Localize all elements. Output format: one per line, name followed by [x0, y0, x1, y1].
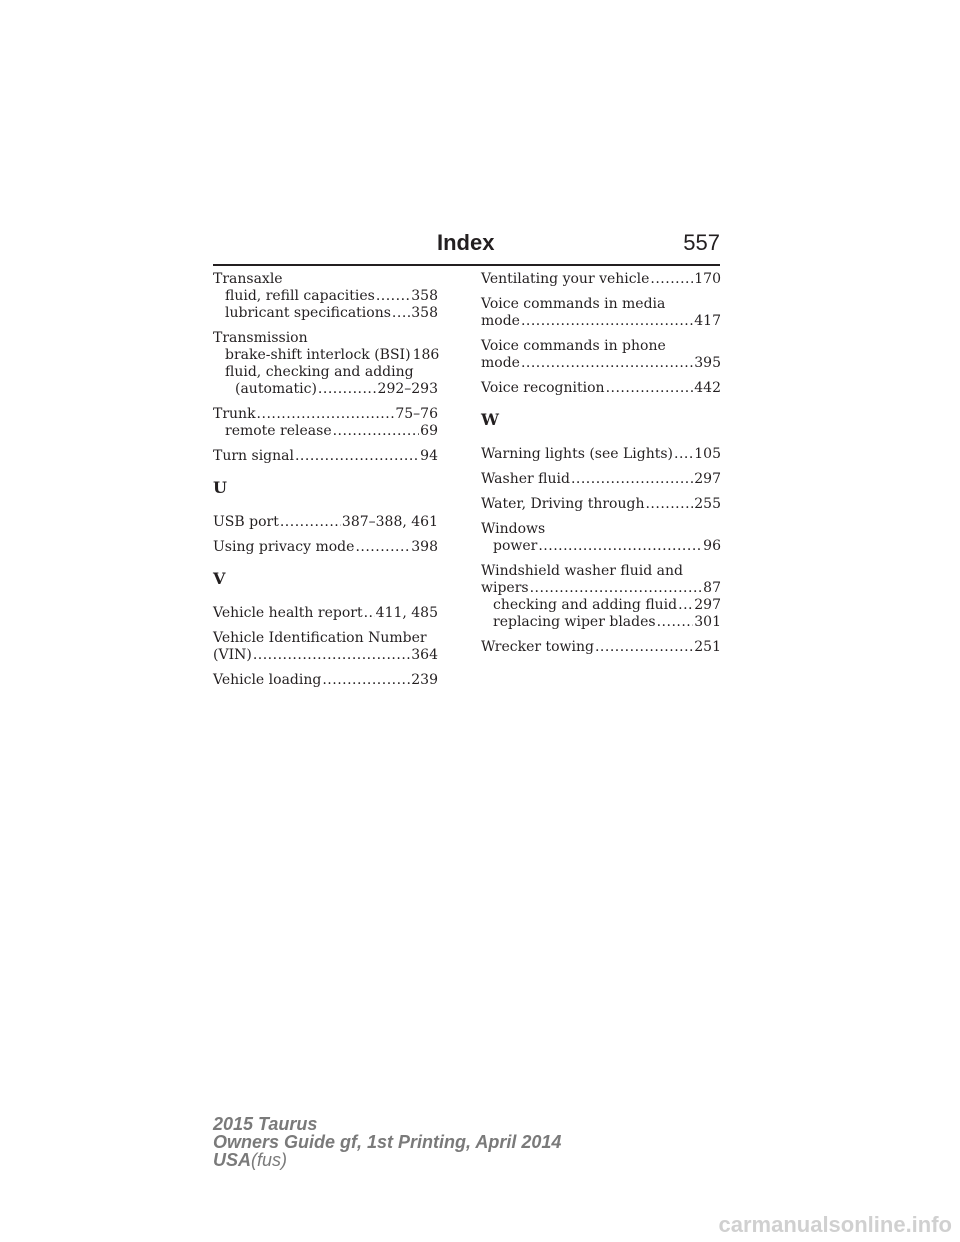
dot-leader [657, 614, 694, 631]
index-entry-trunk [213, 406, 438, 440]
entry-term: Voice commands in media [481, 296, 666, 312]
entry-term: Windshield washer fluid and [481, 563, 683, 579]
page-ref: 395 [694, 355, 721, 371]
entry-term-continued: mode [481, 313, 520, 329]
page-ref: 96 [703, 538, 721, 554]
dot-leader [253, 647, 410, 664]
index-entry-privacy-mode [213, 539, 438, 556]
index-entry-water-driving [481, 496, 721, 513]
index-entry-warning-lights [481, 446, 721, 463]
dot-leader [595, 639, 693, 656]
entry-term: Using privacy mode [213, 539, 355, 555]
page-ref: 75–76 [395, 406, 438, 422]
index-entry-washer-fluid [481, 471, 721, 488]
entry-term-continued: (VIN) [213, 647, 252, 663]
page-ref: 239 [411, 672, 438, 688]
page-ref: 387–388, 461 [341, 514, 438, 530]
index-entry-voice-phone [481, 338, 721, 372]
page-ref: 301 [694, 614, 721, 630]
footer-market-code: (fus) [251, 1150, 288, 1170]
page-ref: 186 [412, 347, 440, 363]
entry-term: Transaxle [213, 271, 283, 287]
page-ref: 69 [420, 423, 438, 439]
index-entry-turn-signal [213, 448, 438, 465]
page-ref: 442 [694, 380, 721, 396]
entry-term: Wrecker towing [481, 639, 594, 655]
dot-leader [318, 381, 377, 398]
page-ref: 417 [694, 313, 721, 329]
dot-leader [538, 538, 702, 555]
index-entry-vehicle-loading [213, 672, 438, 689]
page-ref: 411, 485 [375, 605, 438, 621]
dot-leader [530, 580, 703, 597]
footer-market-label: USA [213, 1150, 252, 1170]
entry-term: Trunk [213, 406, 256, 422]
dot-leader [257, 406, 395, 423]
entry-term: Voice commands in phone [481, 338, 666, 354]
index-column-right [481, 271, 721, 664]
subentry-text: replacing wiper blades [493, 614, 656, 630]
dot-leader [364, 605, 375, 622]
page-ref: 297 [694, 597, 721, 613]
subentry-text: lubricant specifications [225, 305, 391, 321]
page-header [213, 228, 720, 264]
page-ref: 255 [694, 496, 721, 512]
section-letter-u: U [213, 478, 227, 497]
subentry-text: brake-shift interlock (BSI) [225, 347, 411, 363]
dot-leader [392, 305, 410, 322]
page-number: 557 [683, 230, 720, 255]
page-ref: 358 [411, 288, 438, 304]
dot-leader [571, 471, 693, 488]
dot-leader [674, 446, 693, 463]
entry-term: Vehicle loading [213, 672, 322, 688]
header-rule [213, 264, 720, 266]
dot-leader [650, 271, 693, 288]
entry-term: Washer fluid [481, 471, 570, 487]
entry-term: Vehicle health report [213, 605, 363, 621]
index-column-left [213, 271, 438, 697]
subentry-text: fluid, checking and adding [225, 364, 414, 380]
dot-leader [521, 355, 693, 372]
index-entry-vin [213, 630, 438, 664]
dot-leader [295, 448, 419, 465]
index-entry-windshield [481, 563, 721, 631]
entry-term: Transmission [213, 330, 308, 346]
page-ref: 364 [411, 647, 438, 663]
page-ref: 292–293 [377, 381, 438, 397]
footer-market [213, 1151, 561, 1169]
entry-term: Warning lights (see Lights) [481, 446, 674, 462]
page-ref: 87 [703, 580, 721, 596]
page-ref: 358 [411, 305, 438, 321]
subentry-text: (automatic) [235, 381, 317, 397]
index-entry-transmission [213, 330, 438, 398]
section-letter-v: V [213, 569, 226, 588]
index-entry-health-report [213, 605, 438, 622]
entry-term: Vehicle Identification Number [213, 630, 427, 646]
subentry-text: checking and adding fluid [493, 597, 678, 613]
footer-model: 2015 Taurus [213, 1114, 318, 1134]
dot-leader [333, 423, 420, 440]
dot-leader [322, 672, 410, 689]
dot-leader [645, 496, 693, 513]
index-entry-windows [481, 521, 721, 555]
dot-leader [606, 380, 694, 397]
subentry-text: power [493, 538, 538, 554]
index-entry-ventilating [481, 271, 721, 288]
footer-edition: Owners Guide gf, 1st Printing, April 2014 [213, 1132, 562, 1152]
entry-term: Windows [481, 521, 546, 537]
index-entry-voice-recognition [481, 380, 721, 397]
page-ref: 251 [694, 639, 721, 655]
subentry-text: fluid, refill capacities [225, 288, 375, 304]
entry-term: Voice recognition [481, 380, 605, 396]
entry-term: Ventilating your vehicle [481, 271, 650, 287]
page-ref: 398 [411, 539, 438, 555]
index-entry-voice-media [481, 296, 721, 330]
entry-term: USB port [213, 514, 279, 530]
index-entry-transaxle [213, 271, 438, 322]
section-letter-w: W [481, 410, 499, 429]
entry-term: Water, Driving through [481, 496, 645, 512]
document-footer [213, 1115, 561, 1169]
index-entry-wrecker-towing [481, 639, 721, 656]
index-entry-usb-port [213, 514, 438, 531]
subentry-text: remote release [225, 423, 332, 439]
page-ref: 297 [694, 471, 721, 487]
entry-term: Turn signal [213, 448, 294, 464]
entry-term-continued: wipers [481, 580, 529, 596]
page-ref: 170 [694, 271, 721, 287]
watermark: carmanualsonline.info [718, 1212, 952, 1237]
dot-leader [355, 539, 410, 556]
entry-term-continued: mode [481, 355, 520, 371]
dot-leader [376, 288, 410, 305]
page-ref: 94 [420, 448, 438, 464]
page-title: Index [437, 230, 495, 255]
dot-leader [678, 597, 693, 614]
dot-leader [521, 313, 693, 330]
page-ref: 105 [694, 446, 721, 462]
dot-leader [280, 514, 341, 531]
